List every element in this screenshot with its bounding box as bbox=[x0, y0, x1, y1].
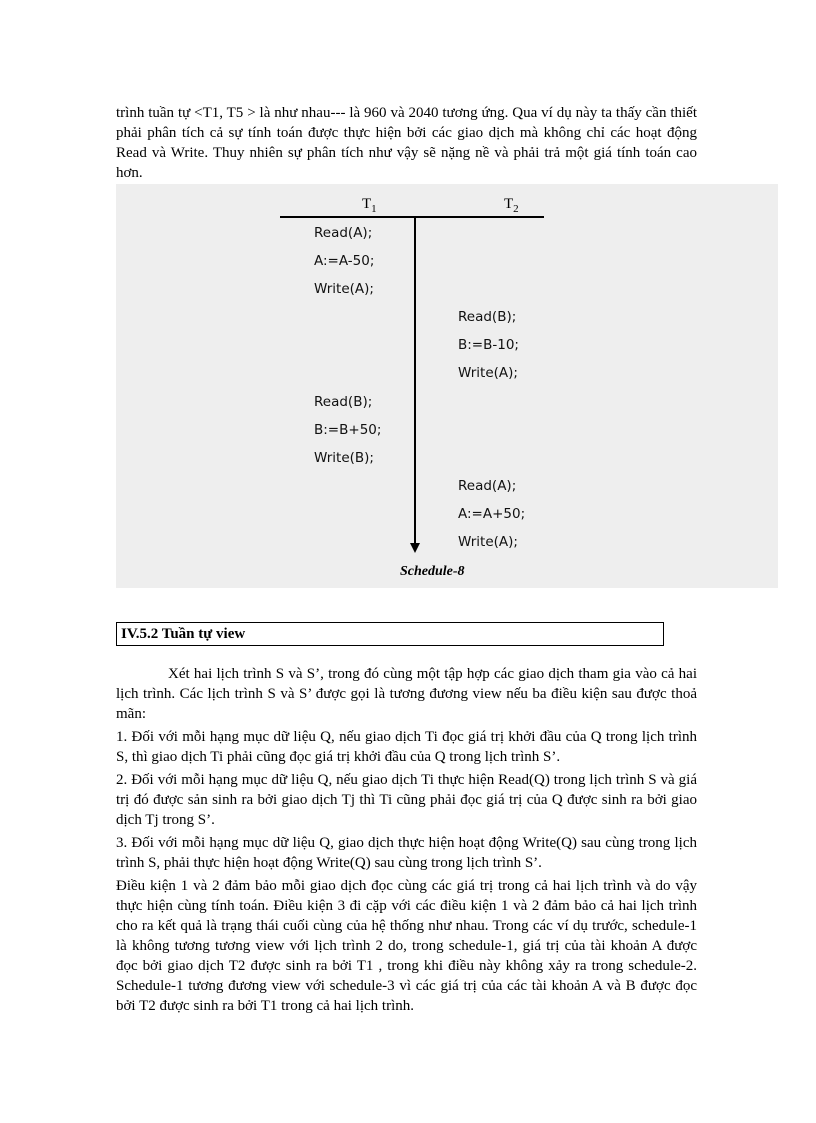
t2-op: Read(B); bbox=[458, 309, 517, 325]
schedule-figure bbox=[116, 184, 778, 588]
condition-item-1: 1. Đối với mỗi hạng mục dữ liệu Q, nếu giao dịch Ti đọc giá trị khởi đầu của Q trong lịch trình S, thì giao dịch Ti phải cũng đọc giá trị khởi đầu của Q trong lịch trình S’. bbox=[116, 729, 697, 765]
conclusion-paragraph: Điều kiện 1 và 2 đảm bảo mỗi giao dịch đọc cùng các giá trị trong cả hai lịch trình và do vậy thực hiện cùng tính toán. Điều kiện 3 đi cặp với các điều kiện 1 và 2 đảm bảo cả hai lịch trình cho ra kết quả là trạng thái cuối cùng của hệ thống như nhau. Trong các ví dụ trước, schedule-1 là không tương tương view với lịch trình 2 do, trong schedule-1, giá trị của tài khoản A được đọc bởi giao dịch T2 được sinh ra bởi T1 , trong khi điều này không xảy ra trong schedule-2. Schedule-1 tương đương view với schedule-3 vì các giá trị của các tài khoản A và B được đọc bởi T2 được sinh ra bởi T1 trong cả hai lịch trình. bbox=[116, 878, 697, 1014]
header-rule bbox=[280, 216, 544, 218]
t1-op: Write(A); bbox=[314, 281, 374, 297]
body-paragraph bbox=[116, 664, 697, 724]
timeline-axis bbox=[414, 216, 416, 546]
t1-op: B:=B+50; bbox=[314, 422, 382, 438]
t2-header: $T_2$ bbox=[504, 196, 519, 215]
t1-header: $T_1$ bbox=[362, 196, 377, 215]
section-heading: IV.5.2 Tuần tự view bbox=[116, 622, 664, 646]
t1-op: Read(B); bbox=[314, 394, 373, 410]
figure-caption: Schedule-8 bbox=[400, 564, 465, 579]
body-paragraph-text: Xét hai lịch trình S và S’, trong đó cùng một tập hợp các giao dịch tham gia vào cả hai lịch trình. Các lịch trình S và S’ được gọi là tương đương view nếu ba điều kiện sau được thoả mãn: bbox=[116, 666, 697, 722]
t1-op: Read(A); bbox=[314, 225, 373, 241]
timeline-arrow-icon bbox=[410, 543, 420, 553]
t2-op: Read(A); bbox=[458, 478, 517, 494]
t2-op: A:=A+50; bbox=[458, 506, 526, 522]
condition-item-3: 3. Đối với mỗi hạng mục dữ liệu Q, giao dịch thực hiện hoạt động Write(Q) sau cùng trong lịch trình S, phải thực hiện hoạt động Write(Q) sau cùng trong lịch trình S’. bbox=[116, 835, 697, 871]
t2-op: Write(A); bbox=[458, 534, 518, 550]
condition-item-2: 2. Đối với mỗi hạng mục dữ liệu Q, nếu giao dịch Ti thực hiện Read(Q) trong lịch trình S và giá trị đó được sản sinh ra bởi giao dịch Tj thì Ti cũng phải đọc giá trị của Q được sinh ra bởi giao dịch Tj trong S’. bbox=[116, 772, 697, 828]
t1-op: Write(B); bbox=[314, 450, 374, 466]
t2-op: Write(A); bbox=[458, 365, 518, 381]
t2-op: B:=B-10; bbox=[458, 337, 519, 353]
intro-paragraph: trình tuần tự <T1, T5 > là như nhau--- là 960 và 2040 tương ứng. Qua ví dụ này ta thấy cần thiết phải phân tích cả sự tính toán được thực hiện bởi các giao dịch mà không chỉ các hoạt động Read và Write. Thuy nhiên sự phân tích như vậy sẽ nặng nề và phải trả một giá tính toán cao hơn. bbox=[116, 105, 697, 181]
t1-op: A:=A-50; bbox=[314, 253, 375, 269]
